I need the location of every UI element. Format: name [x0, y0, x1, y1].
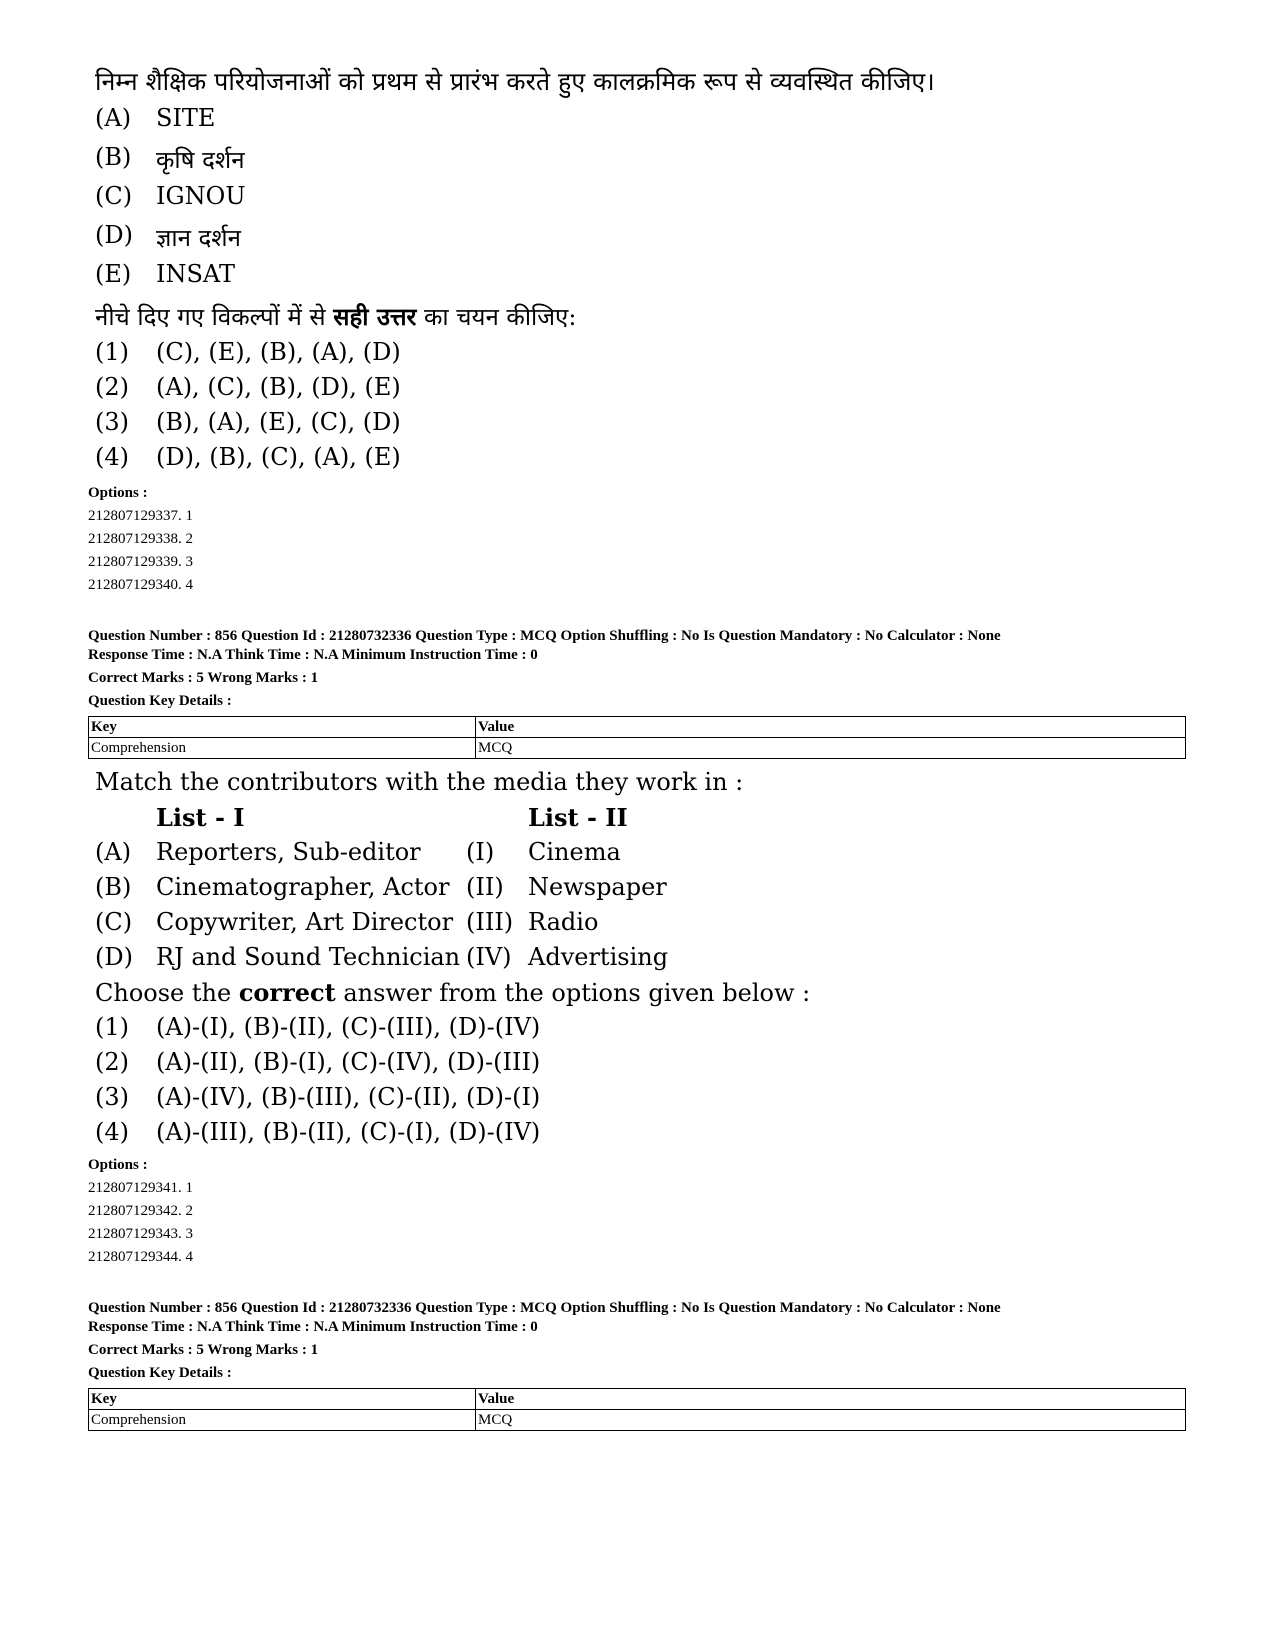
- item-text: IGNOU: [156, 182, 246, 210]
- answer-text: (A)-(I), (B)-(II), (C)-(III), (D)-(IV): [156, 1013, 541, 1041]
- answer-text: (B), (A), (E), (C), (D): [156, 408, 401, 436]
- answer-label: (4): [95, 443, 129, 471]
- key-details-table: [88, 716, 1186, 759]
- match-text: Advertising: [528, 943, 669, 971]
- answer-text: (A), (C), (B), (D), (E): [156, 373, 401, 401]
- match-text: Radio: [528, 908, 599, 936]
- option-id: 212807129339. 3: [88, 554, 193, 570]
- question-1-stem: निम्न शैक्षिक परियोजनाओं को प्रथम से प्रारंभ करते हुए कालक्रमिक रूप से व्यवस्थित कीजिए।: [95, 67, 935, 96]
- list-2-heading: List - II: [528, 803, 628, 832]
- answer-label: (2): [95, 1048, 129, 1076]
- key-details-heading: Question Key Details :: [88, 693, 232, 709]
- key-details-table: [88, 1388, 1186, 1431]
- question-meta-line: Response Time : N.A Think Time : N.A Minimum Instruction Time : 0: [88, 1319, 538, 1335]
- table-header-key: Key: [89, 717, 476, 738]
- match-text: RJ and Sound Technician: [156, 943, 461, 971]
- table-cell-key: Comprehension: [89, 738, 476, 759]
- answer-label: (4): [95, 1118, 129, 1146]
- marks-line: Correct Marks : 5 Wrong Marks : 1: [88, 1342, 319, 1358]
- option-id: 212807129337. 1: [88, 508, 193, 524]
- item-label: (E): [95, 260, 132, 288]
- table-header-row: [89, 717, 1186, 738]
- key-details-heading: Question Key Details :: [88, 1365, 232, 1381]
- table-row: [89, 1410, 1186, 1431]
- marks-line: Correct Marks : 5 Wrong Marks : 1: [88, 670, 319, 686]
- answer-text: (D), (B), (C), (A), (E): [156, 443, 401, 471]
- table-header-key: Key: [89, 1389, 476, 1410]
- question-meta-line: Question Number : 856 Question Id : 21280732336 Question Type : MCQ Option Shuffling : No Is Question Mandatory : No Calculator : None: [88, 628, 1001, 644]
- item-label: (B): [95, 143, 132, 171]
- question-1-instruction: नीचे दिए गए विकल्पों में से सही उत्तर का चयन कीजिए:: [95, 302, 577, 331]
- match-text: Cinematographer, Actor: [156, 873, 450, 901]
- answer-label: (3): [95, 1083, 129, 1111]
- answer-label: (1): [95, 338, 129, 366]
- match-label: (I): [466, 838, 495, 866]
- option-id: 212807129341. 1: [88, 1180, 193, 1196]
- item-text: कृषि दर्शन: [156, 146, 245, 174]
- answer-text: (A)-(III), (B)-(II), (C)-(I), (D)-(IV): [156, 1118, 541, 1146]
- match-label: (C): [95, 908, 133, 936]
- table-row: [89, 738, 1186, 759]
- option-id: 212807129343. 3: [88, 1226, 193, 1242]
- match-label: (III): [466, 908, 514, 936]
- item-text: INSAT: [156, 260, 235, 288]
- match-text: Newspaper: [528, 873, 667, 901]
- option-id: 212807129344. 4: [88, 1249, 193, 1265]
- match-label: (IV): [466, 943, 512, 971]
- list-1-heading: List - I: [156, 803, 245, 832]
- table-header-value: Value: [476, 1389, 1186, 1410]
- item-label: (D): [95, 221, 133, 249]
- question-2-stem: Match the contributors with the media they work in :: [95, 768, 744, 796]
- match-text: Cinema: [528, 838, 621, 866]
- question-meta-line: Question Number : 856 Question Id : 21280732336 Question Type : MCQ Option Shuffling : No Is Question Mandatory : No Calculator : None: [88, 1300, 1001, 1316]
- option-id: 212807129340. 4: [88, 577, 193, 593]
- item-text: SITE: [156, 104, 216, 132]
- table-cell-key: Comprehension: [89, 1410, 476, 1431]
- match-label: (B): [95, 873, 132, 901]
- answer-label: (3): [95, 408, 129, 436]
- item-label: (A): [95, 104, 132, 132]
- match-label: (A): [95, 838, 132, 866]
- table-header-row: [89, 1389, 1186, 1410]
- answer-text: (A)-(II), (B)-(I), (C)-(IV), (D)-(III): [156, 1048, 541, 1076]
- answer-label: (2): [95, 373, 129, 401]
- options-heading: Options :: [88, 485, 148, 501]
- question-2-instruction: Choose the correct answer from the options given below :: [95, 978, 811, 1007]
- item-text: ज्ञान दर्शन: [156, 224, 241, 252]
- answer-text: (A)-(IV), (B)-(III), (C)-(II), (D)-(I): [156, 1083, 541, 1111]
- match-text: Copywriter, Art Director: [156, 908, 454, 936]
- option-id: 212807129338. 2: [88, 531, 193, 547]
- answer-label: (1): [95, 1013, 129, 1041]
- match-text: Reporters, Sub-editor: [156, 838, 421, 866]
- match-label: (II): [466, 873, 504, 901]
- option-id: 212807129342. 2: [88, 1203, 193, 1219]
- options-heading: Options :: [88, 1157, 148, 1173]
- answer-text: (C), (E), (B), (A), (D): [156, 338, 401, 366]
- match-label: (D): [95, 943, 133, 971]
- table-header-value: Value: [476, 717, 1186, 738]
- question-meta-line: Response Time : N.A Think Time : N.A Minimum Instruction Time : 0: [88, 647, 538, 663]
- table-cell-value: MCQ: [476, 738, 1186, 759]
- item-label: (C): [95, 182, 133, 210]
- table-cell-value: MCQ: [476, 1410, 1186, 1431]
